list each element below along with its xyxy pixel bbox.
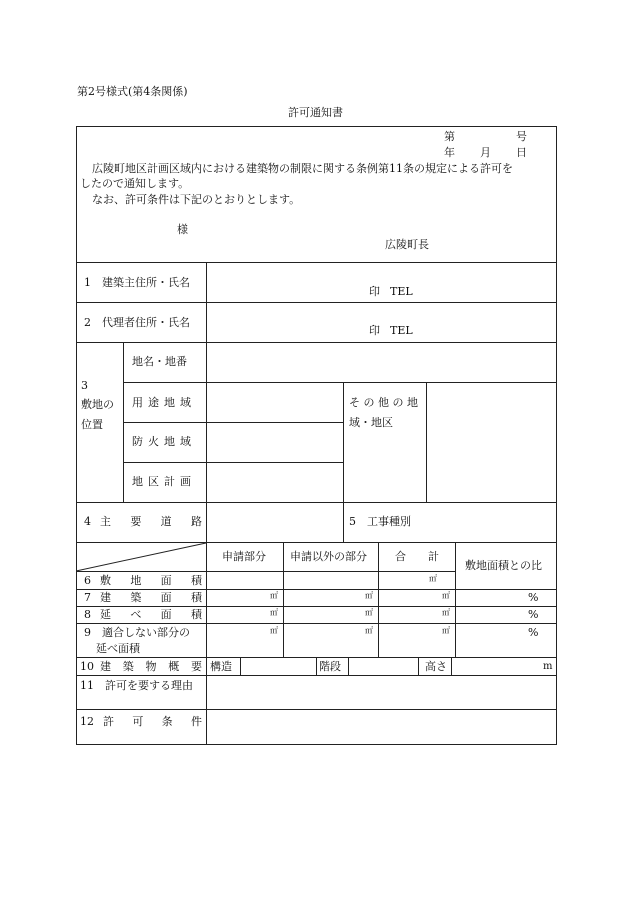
floors-label: 階段 bbox=[319, 660, 341, 673]
notice-body-line3: なお、許可条件は下記のとおりとします。 bbox=[92, 193, 301, 206]
divider bbox=[343, 382, 344, 542]
divider bbox=[76, 342, 557, 343]
day-label: 日 bbox=[516, 146, 527, 159]
divider bbox=[240, 657, 241, 675]
divider bbox=[123, 462, 343, 463]
row8-number: 8 bbox=[84, 608, 91, 621]
percent-unit: % bbox=[528, 626, 539, 639]
site-number: 3 bbox=[81, 379, 88, 392]
seal-mark: 印 bbox=[369, 324, 380, 337]
month-label: 月 bbox=[480, 146, 491, 159]
header-applied: 申請部分 bbox=[222, 550, 266, 563]
notice-body-line1: 広陵町地区計画区域内における建築物の制限に関する条例第11条の規定による許可を bbox=[92, 162, 513, 175]
sqm-unit: ㎡ bbox=[442, 591, 450, 600]
work-type-label: 5 工事種別 bbox=[349, 515, 411, 528]
site-label: 敷地の bbox=[81, 398, 114, 411]
divider bbox=[76, 302, 557, 303]
divider bbox=[378, 542, 379, 657]
divider bbox=[426, 382, 427, 502]
issuer: 広陵町長 bbox=[385, 238, 429, 251]
chiku-label: 地区計画 bbox=[132, 475, 196, 488]
reason-label: 11 許可を要する理由 bbox=[80, 679, 193, 692]
site-label-2: 位置 bbox=[81, 418, 103, 431]
structure-label: 構造 bbox=[210, 660, 232, 673]
agent-label: 2 代理者住所・氏名 bbox=[84, 316, 190, 329]
honorific: 様 bbox=[177, 223, 188, 236]
tel-label: TEL bbox=[390, 324, 413, 337]
boka-label: 防火地域 bbox=[132, 435, 196, 448]
divider bbox=[76, 502, 557, 503]
divider bbox=[455, 542, 456, 657]
divider bbox=[316, 657, 317, 675]
chimei-label: 地名・地番 bbox=[132, 355, 187, 368]
number-prefix: 第 bbox=[444, 130, 455, 143]
sqm-unit: ㎡ bbox=[429, 574, 437, 583]
road-label: 主 要 道 路 bbox=[100, 515, 202, 528]
divider bbox=[123, 422, 343, 423]
header-non-applied: 申請以外の部分 bbox=[290, 550, 367, 563]
sqm-unit: ㎡ bbox=[365, 626, 373, 635]
row6-label: 敷 地 面 積 bbox=[100, 574, 202, 587]
notice-body-line2: したので通知します。 bbox=[80, 177, 190, 190]
row6-number: 6 bbox=[84, 574, 91, 587]
sqm-unit: ㎡ bbox=[365, 591, 373, 600]
divider bbox=[76, 709, 557, 710]
document-title: 許可通知書 bbox=[288, 106, 343, 119]
divider bbox=[76, 589, 557, 590]
road-number: 4 bbox=[84, 515, 91, 528]
divider bbox=[76, 262, 557, 263]
applicant-label: 1 建築主住所・氏名 bbox=[84, 276, 190, 289]
divider bbox=[76, 606, 557, 607]
height-label: 高さ bbox=[425, 660, 447, 673]
percent-unit: % bbox=[528, 608, 539, 621]
sqm-unit: ㎡ bbox=[270, 608, 278, 617]
divider bbox=[206, 262, 207, 744]
year-label: 年 bbox=[444, 146, 455, 159]
sqm-unit: ㎡ bbox=[442, 608, 450, 617]
row9-label-2: 延べ面積 bbox=[96, 642, 140, 655]
divider bbox=[123, 342, 124, 502]
row7-number: 7 bbox=[84, 591, 91, 604]
divider bbox=[76, 623, 557, 624]
form-number: 第2号様式(第4条関係) bbox=[77, 85, 188, 98]
divider bbox=[451, 657, 452, 675]
row10-number: 10 bbox=[80, 660, 94, 673]
conditions-label: 許 可 条 件 bbox=[103, 715, 202, 728]
divider bbox=[348, 657, 349, 675]
header-ratio: 敷地面積との比 bbox=[465, 559, 542, 572]
divider bbox=[123, 382, 557, 383]
seal-mark: 印 bbox=[369, 285, 380, 298]
sqm-unit: ㎡ bbox=[270, 626, 278, 635]
number-suffix: 号 bbox=[516, 130, 527, 143]
other-zone-label: そ の 他 の 地 bbox=[349, 396, 418, 409]
row7-label: 建 築 面 積 bbox=[100, 591, 202, 604]
other-zone-label-2: 域・地区 bbox=[349, 416, 393, 429]
diagonal-line bbox=[76, 542, 207, 572]
sqm-unit: ㎡ bbox=[270, 591, 278, 600]
sqm-unit: ㎡ bbox=[442, 626, 450, 635]
row8-label: 延 べ 面 積 bbox=[100, 608, 202, 621]
row9-label: 9 適合しない部分の bbox=[84, 626, 190, 639]
header-total: 合 計 bbox=[395, 550, 439, 563]
tel-label: TEL bbox=[390, 285, 413, 298]
divider bbox=[76, 675, 557, 676]
conditions-number: 12 bbox=[80, 715, 94, 728]
sqm-unit: ㎡ bbox=[365, 608, 373, 617]
divider bbox=[418, 657, 419, 675]
divider bbox=[283, 542, 284, 657]
meter-unit: m bbox=[543, 661, 553, 672]
percent-unit: % bbox=[528, 591, 539, 604]
row10-label: 建 築 物 概 要 bbox=[100, 660, 202, 673]
youto-label: 用途地域 bbox=[132, 396, 196, 409]
